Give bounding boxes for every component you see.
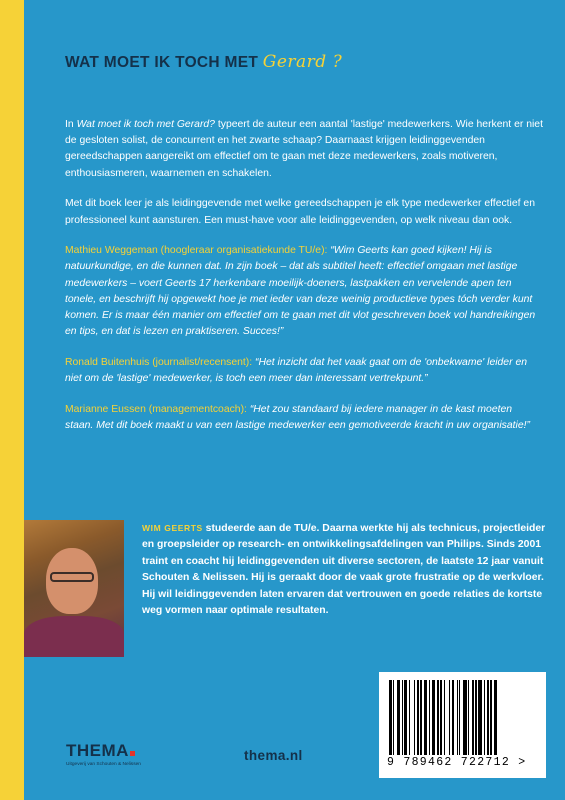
title-script: Gerard	[262, 52, 327, 72]
quote-author: Mathieu Weggeman (hoogleraar organisatiekunde TU/e):	[65, 245, 328, 257]
quote-text: “Wim Geerts kan goed kijken! Hij is natuurkundige, en die kunnen dat. In zijn boek – dat als subtitel heeft: effectief omgaan met lastige medewerkers – voert Geerts 17 herkenbare moeilijk-doeners, lastpakken en vervelende apen ten tonele, en beschrijft hij opgewekt hoe je met ieder van deze weinig productieve types tóch verder kunt komen. Er is maar één manier om effectief om te gaan met dit vlot geschreven boek vol handreikingen en tips, en dat is lezen en praktiseren. Succes!”	[65, 245, 536, 338]
title-suffix: ?	[326, 52, 343, 72]
author-bio	[142, 520, 560, 619]
book-title	[65, 52, 342, 72]
author-name: WIM GEERTS	[142, 523, 203, 533]
intro-text-a: In	[65, 119, 77, 130]
publisher-logo	[66, 741, 141, 767]
author-block	[24, 520, 565, 660]
author-glasses	[50, 572, 94, 582]
quote-author: Ronald Buitenhuis (journalist/recensent):	[65, 356, 253, 368]
title-prefix: WAT MOET IK TOCH MET	[65, 54, 263, 71]
intro-paragraph-2: Met dit boek leer je als leidinggevende met welke gereedschappen je elk type medewerker effectief en professioneel kunt aansturen. Een must-have voor alle leidinggevenden, op welk niveau dan ook.	[65, 198, 535, 226]
barcode-stripe	[497, 680, 498, 755]
intro-paragraph-1	[65, 117, 543, 182]
quote-eussen	[65, 402, 543, 434]
quote-author: Marianne Eussen (managementcoach):	[65, 403, 247, 415]
intro-book-title: Wat moet ik toch met Gerard?	[76, 119, 215, 130]
intro-text-b: typeert de auteur een aantal 'lastige' medewerkers. Wie herkent er niet de gesloten solist, de concurrent en het zwarte schaap? Daarnaast krijgen leidinggevenden gereedschappen aangereikt om effectief om te gaan met deze medewerkers, zoals motiveren, enthousiasmeren, waarnemen en schakelen.	[65, 119, 543, 179]
yellow-spine	[0, 0, 24, 800]
isbn-barcode	[379, 672, 546, 778]
quote-buitenhuis	[65, 355, 543, 387]
publisher-name: THEMA	[66, 741, 129, 760]
quote-text: “Het inzicht dat het vaak gaat om de 'onbekwame' leider en niet om de 'lastige' medewerker, is toch een meer dan interessant vertrekpunt.”	[65, 356, 527, 385]
author-photo	[24, 520, 124, 657]
publisher-subtitle: Uitgeverij van Schouten & Nelissen	[66, 762, 141, 767]
description	[65, 117, 543, 449]
logo-dot	[130, 751, 135, 756]
quote-text: “Het zou standaard bij iedere manager in de kast moeten staan. Met dit boek maakt u van een lastige medewerker een gemotiveerde kracht in uw organisatie!”	[65, 403, 530, 432]
author-shoulders	[24, 616, 124, 657]
barcode-number: 9 789462 722712 >	[387, 756, 527, 769]
barcode-bars	[389, 680, 533, 755]
quote-weggeman	[65, 243, 543, 340]
publisher-website: thema.nl	[244, 748, 303, 763]
author-bio-text: studeerde aan de TU/e. Daarna werkte hij als technicus, projectleider en groepsleider op research- en ontwikkelingsafdelingen van Philips. Sinds 2001 traint en coacht hij leidinggevenden uit diverse sectoren, de laatste 12 jaar vanuit Schouten & Nelissen. Hij is geraakt door de vaak grote frustratie op de werkvloer. Hij wil leidinggevenden laten ervaren dat vertrouwen en goede relaties de kortste weg vormen naar optimale resultaten.	[142, 523, 546, 617]
